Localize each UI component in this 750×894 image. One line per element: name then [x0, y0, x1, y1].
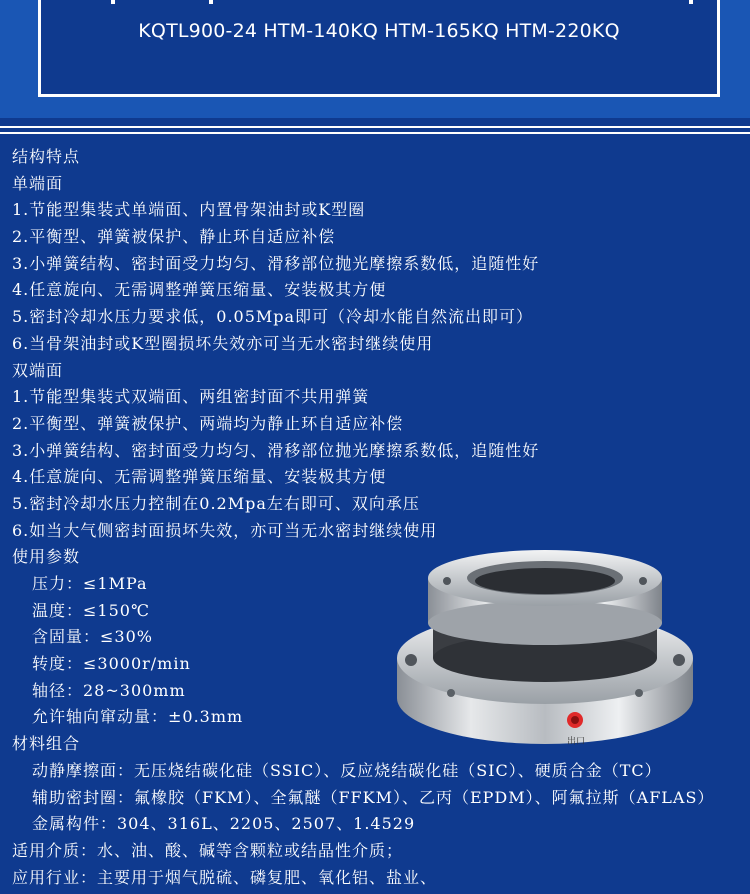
section-heading-features: 结构特点 [12, 147, 81, 166]
list-item: 1.节能型集装式单端面、内置骨架油封或K型圈 [12, 200, 366, 220]
section-heading-params: 使用参数 [12, 547, 81, 567]
banner-notch [689, 0, 693, 4]
seal-body [397, 550, 693, 744]
banner-notch [209, 0, 213, 4]
list-item: 5.密封冷却水压力要求低，0.05Mpa即可（冷却水能自然流出即可） [12, 307, 534, 327]
param-item: 轴径：28~300mm [32, 680, 186, 700]
list-item: 1.节能型集装式双端面、两组密封面不共用弹簧 [12, 387, 370, 407]
outlet-label: 出口 [567, 737, 586, 747]
list-item: 5.密封冷却水压力控制在0.2Mpa左右即可、双向承压 [12, 493, 420, 513]
list-item: 3.小弹簧结构、密封面受力均匀、滑移部位抛光摩擦系数低，追随性好 [12, 440, 540, 460]
section-heading-materials: 材料组合 [12, 734, 81, 754]
param-item: 含固量：≤30% [32, 627, 153, 647]
subsection-single-face: 单端面 [12, 173, 64, 193]
param-item: 温度：≤150℃ [32, 600, 150, 620]
material-item: 辅助密封圈：氟橡胶（FKM）、全氟醚（FFKM）、乙丙（EPDM）、阿氟拉斯（AFLAS） [32, 787, 715, 807]
divider-top [0, 126, 750, 128]
banner-notch [111, 0, 115, 4]
applicable-media: 适用介质：水、油、酸、碱等含颗粒或结晶性介质； [12, 840, 404, 860]
list-item: 4.任意旋向、无需调整弹簧压缩量、安装极其方便 [12, 280, 387, 300]
material-item: 金属构件：304、316L、2205、2507、1.4529 [32, 814, 416, 834]
list-item: 6.当骨架油封或K型圈损坏失效亦可当无水密封继续使用 [12, 333, 434, 353]
list-item: 6.如当大气侧密封面损坏失效，亦可当无水密封继续使用 [12, 520, 438, 540]
application-industry: 应用行业：主要用于烟气脱硫、磷复肥、氧化铝、盐业、 [12, 867, 438, 887]
subsection-double-face: 双端面 [12, 360, 64, 380]
list-item: 2.平衡型、弹簧被保护、静止环自适应补偿 [12, 227, 336, 247]
param-item: 允许轴向窜动量：±0.3mm [32, 707, 244, 727]
title-banner [38, 0, 720, 97]
list-item: 2.平衡型、弹簧被保护、两端均为静止环自适应补偿 [12, 413, 404, 433]
material-item: 动静摩擦面：无压烧结碳化硅（SSIC）、反应烧结碳化硅（SIC）、硬质合金（TC） [32, 760, 662, 780]
list-item: 4.任意旋向、无需调整弹簧压缩量、安装极其方便 [12, 467, 387, 487]
param-item: 压力：≤1MPa [32, 574, 148, 593]
divider-bottom [0, 132, 750, 134]
param-item: 转度：≤3000r/min [32, 654, 191, 674]
model-title: KQTL900-24 HTM-140KQ HTM-165KQ HTM-220KQ [138, 20, 620, 42]
list-item: 3.小弹簧结构、密封面受力均匀、滑移部位抛光摩擦系数低，追随性好 [12, 253, 540, 273]
mechanical-seal-image [395, 548, 695, 763]
spec-content [12, 144, 748, 891]
